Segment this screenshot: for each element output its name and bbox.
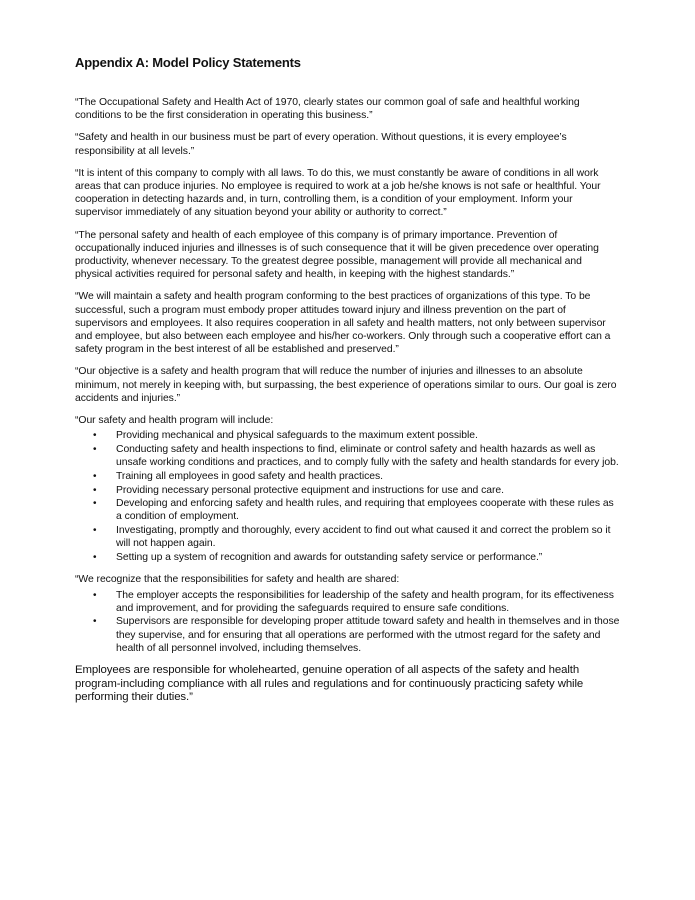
document-body [75, 55, 620, 714]
paragraph-objective: “Our objective is a safety and health program that will reduce the number of injuries and illnesses to an absolute minimum, not merely in keeping with, but surpassing, the best experience of operations similar to ours. Our goal is zero accidents and injuries.” [75, 366, 617, 404]
list-item-text: Supervisors are responsible for developing proper attitude toward safety and health in themselves and in those they supervise, and for ensuring that all operations are performed with the utmost regard for the safety and health of all personnel involved, including themselves. [116, 616, 620, 654]
paragraph-maintain-program: “We will maintain a safety and health program conforming to the best practices of organizations of this type. To be successful, such a program must embody proper attitudes toward injury and illness prevention on the part of supervisors and employees. It also requires cooperation in all safety and health matters, not only between supervisor and employee, but also between each employee and his/her co-workers. Only through such a cooperative effort can a safety program in the best interest of all be established and preserved.” [75, 291, 611, 356]
bullet-icon: • [93, 470, 97, 482]
list-item-text: Training all employees in good safety and health practices. [116, 470, 383, 482]
responsibilities-list [75, 589, 620, 656]
list-item-text: Developing and enforcing safety and health rules, and requiring that employees cooperate with these rules as a condition of employment. [116, 498, 614, 523]
program-intro: “Our safety and health program will include: [75, 415, 274, 427]
list-item [75, 589, 620, 615]
bullet-icon: • [93, 552, 97, 564]
paragraph-personal-safety: “The personal safety and health of each employee of this company is of primary importance. Prevention of occupationally induced injuries and illnesses is of such consequence that it will be given precedence over operating productivity, whenever necessary. To the greatest degree possible, management will provide all mechanical and physical activities required for personal safety and health, in keeping with the highest standards.” [75, 229, 599, 281]
list-item [75, 484, 620, 497]
list-item [75, 443, 620, 469]
bullet-icon: • [93, 484, 97, 496]
list-item-text: Conducting safety and health inspections to find, eliminate or control safety and health hazards as well as unsafe working conditions and practices, and to comply fully with the safety and health standards for every job. [116, 443, 619, 469]
paragraph-comply-laws: “It is intent of this company to comply with all laws. To do this, we must constantly be aware of conditions in all work areas that can produce injuries. No employee is required to work at a job he/she knows is not safe or healthful. Your cooperation in detecting hazards and, in turn, controlling them, is a condition of your employment. Inform your supervisor immediately of any situation beyond your ability or authority to correct.” [75, 167, 601, 219]
bullet-icon: • [93, 498, 97, 510]
paragraph-osha: “The Occupational Safety and Health Act of 1970, clearly states our common goal of safe and healthful working conditions to be the first consideration in operating this business.” [75, 97, 580, 122]
page-title: Appendix A: Model Policy Statements [75, 55, 301, 70]
closing-paragraph: Employees are responsible for wholehearted, genuine operation of all aspects of the safety and health program-including compliance with all rules and regulations and for continuously practicing safety while performing their duties.” [75, 664, 584, 704]
list-item-text: Providing mechanical and physical safeguards to the maximum extent possible. [116, 430, 478, 442]
list-item-text: Providing necessary personal protective equipment and instructions for use and care. [116, 484, 504, 496]
list-item [75, 429, 620, 442]
bullet-icon: • [93, 589, 97, 601]
list-item [75, 551, 620, 564]
list-item-text: The employer accepts the responsibilities for leadership of the safety and health program, for its effectiveness and improvement, and for providing the safeguards required to ensure safe conditions. [116, 589, 614, 614]
program-list [75, 429, 620, 564]
list-item [75, 615, 620, 655]
bullet-icon: • [93, 525, 97, 537]
bullet-icon: • [93, 443, 97, 455]
responsibilities-intro: “We recognize that the responsibilities for safety and health are shared: [75, 574, 400, 586]
list-item-text: Investigating, promptly and thoroughly, every accident to find out what caused it and correct the problem so it will not happen again. [116, 525, 611, 550]
bullet-icon: • [93, 616, 97, 628]
paragraph-every-operation: “Safety and health in our business must be part of every operation. Without questions, it is every employee’s responsibility at all levels.” [75, 132, 567, 157]
list-item-text: Setting up a system of recognition and awards for outstanding safety service or performance.” [116, 552, 543, 564]
list-item [75, 497, 620, 523]
bullet-icon: • [93, 430, 97, 442]
list-item [75, 470, 620, 483]
list-item [75, 524, 620, 550]
